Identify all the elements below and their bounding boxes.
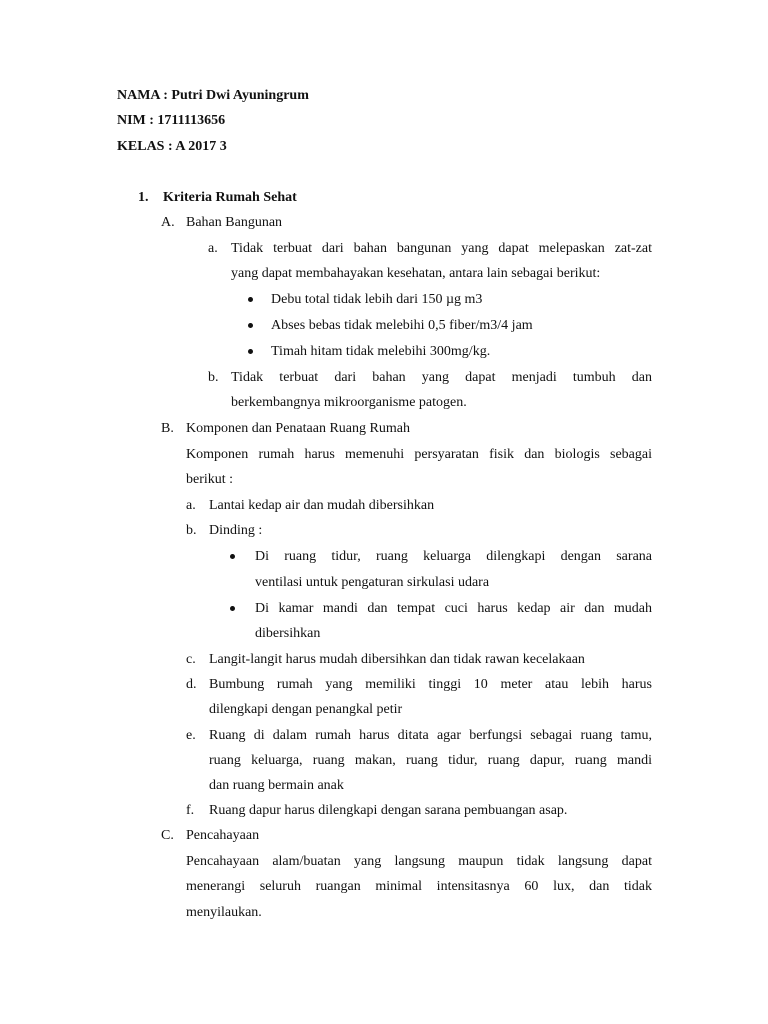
bullet-icon (248, 297, 253, 302)
section-number: 1. (138, 190, 149, 205)
item-dapur: Ruang dapur harus dilengkapi dengan sarana pembuangan asap. (209, 803, 568, 818)
bullet-kamar-mandi-line1: Di kamar mandi dan tempat cuci harus kedap air dan mudah (255, 601, 652, 616)
item-b-line2: berkembangnya mikroorganisme patogen. (231, 395, 467, 410)
item-ruang-line2: ruang keluarga, ruang makan, ruang tidur, ruang dapur, ruang mandi (209, 753, 652, 768)
bullet-icon (230, 554, 235, 559)
student-nim: NIM : 1711113656 (117, 113, 226, 128)
pencahayaan-line2: menerangi seluruh ruangan minimal intensitasnya 60 lux, dan tidak (186, 879, 652, 894)
bullet-ruang-tidur-line2: ventilasi untuk pengaturan sirkulasi udara (255, 575, 490, 590)
item-langit-langit: Langit-langit harus mudah dibersihkan dan tidak rawan kecelakaan (209, 652, 585, 667)
bullet-abses: Abses bebas tidak melebihi 0,5 fiber/m3/4 jam (271, 318, 533, 333)
subsection-b-marker: B. (161, 421, 174, 436)
bullet-ruang-tidur-line1: Di ruang tidur, ruang keluarga dilengkapi dengan sarana (255, 549, 652, 564)
item-a-line1: Tidak terbuat dari bahan bangunan yang dapat melepaskan zat-zat (231, 241, 652, 256)
bullet-icon (230, 606, 235, 611)
subsection-b-intro-line2: berikut : (186, 472, 234, 487)
item-a-line2: yang dapat membahayakan kesehatan, antara lain sebagai berikut: (231, 266, 601, 281)
student-name: NAMA : Putri Dwi Ayuningrum (117, 88, 309, 103)
item-b-marker: b. (186, 523, 197, 538)
subsection-c-marker: C. (161, 828, 174, 843)
item-d-marker: d. (186, 677, 197, 692)
item-e-marker: e. (186, 728, 196, 743)
item-b-marker: b. (208, 370, 219, 385)
subsection-b-intro-line1: Komponen rumah harus memenuhi persyaratan fisik dan biologis sebagai (186, 447, 652, 462)
pencahayaan-line1: Pencahayaan alam/buatan yang langsung maupun tidak langsung dapat (186, 854, 652, 869)
item-bumbung-line1: Bumbung rumah yang memiliki tinggi 10 meter atau lebih harus (209, 677, 652, 692)
item-c-marker: c. (186, 652, 196, 667)
subsection-b-title: Komponen dan Penataan Ruang Rumah (186, 421, 410, 436)
item-ruang-line3: dan ruang bermain anak (209, 778, 344, 793)
student-class: KELAS : A 2017 3 (117, 139, 227, 154)
item-lantai: Lantai kedap air dan mudah dibersihkan (209, 498, 435, 513)
item-b-line1: Tidak terbuat dari bahan yang dapat menjadi tumbuh dan (231, 370, 652, 385)
bullet-icon (248, 349, 253, 354)
bullet-debu: Debu total tidak lebih dari 150 µg m3 (271, 292, 483, 307)
pencahayaan-line3: menyilaukan. (186, 905, 262, 920)
item-ruang-line1: Ruang di dalam rumah harus ditata agar berfungsi sebagai ruang tamu, (209, 728, 652, 743)
item-f-marker: f. (186, 803, 195, 818)
item-dinding: Dinding : (209, 523, 263, 538)
bullet-kamar-mandi-line2: dibersihkan (255, 626, 321, 641)
subsection-a-title: Bahan Bangunan (186, 215, 283, 230)
section-title: Kriteria Rumah Sehat (163, 190, 297, 205)
item-a-marker: a. (208, 241, 218, 256)
subsection-a-marker: A. (161, 215, 175, 230)
item-a-marker: a. (186, 498, 196, 513)
item-bumbung-line2: dilengkapi dengan penangkal petir (209, 702, 403, 717)
subsection-c-title: Pencahayaan (186, 828, 260, 843)
bullet-icon (248, 323, 253, 328)
bullet-timah: Timah hitam tidak melebihi 300mg/kg. (271, 344, 491, 359)
